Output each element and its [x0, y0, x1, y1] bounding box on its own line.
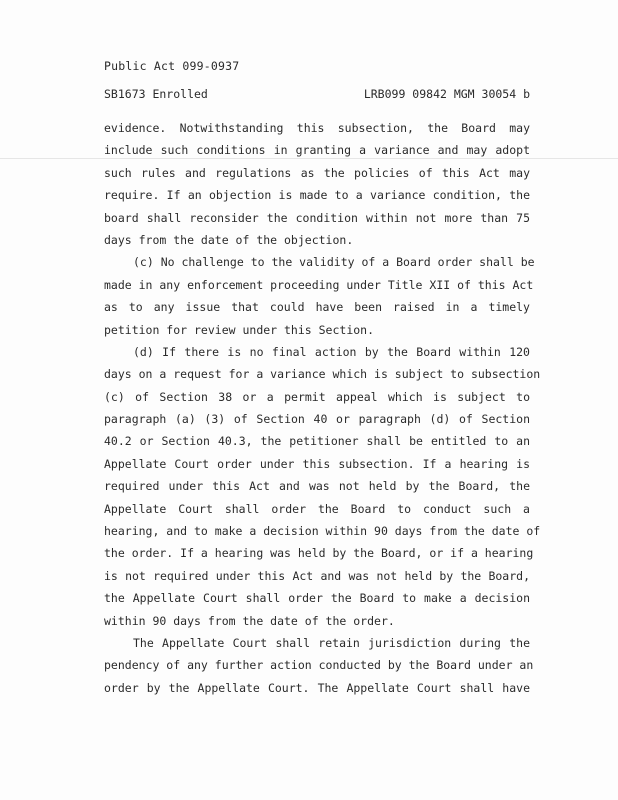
text-line: order by the Appellate Court. The Appellate Court shall have: [104, 680, 530, 695]
text-line: the order. If a hearing was held by the Board, or if a hearing: [104, 546, 534, 561]
text-line: is not required under this Act and was not held by the Board,: [104, 568, 530, 583]
act-title: Public Act 099-0937: [104, 59, 240, 73]
bill-label: SB1673 Enrolled: [104, 87, 208, 101]
text-line: 40.2 or Section 40.3, the petitioner shall be entitled to an: [104, 434, 530, 449]
text-line: board shall reconsider the condition within not more than 75: [104, 210, 530, 225]
text-line: include such conditions in granting a variance and may adopt: [104, 143, 530, 158]
text-line: as to any issue that could have been raised in a timely: [104, 300, 530, 315]
text-line: (c) of Section 38 or a permit appeal which is subject to: [104, 389, 530, 404]
text-line: pendency of any further action conducted by the Board under an: [104, 658, 534, 673]
text-line: the Appellate Court shall order the Board to make a decision: [104, 591, 530, 606]
text-line: days from the date of the objection.: [104, 232, 354, 247]
text-line: required under this Act and was not held by the Board, the: [104, 479, 530, 494]
text-line: hearing, and to make a decision within 90 days from the date of: [104, 524, 541, 539]
body-text: [104, 117, 541, 699]
text-line: paragraph (a) (3) of Section 40 or paragraph (d) of Section: [104, 412, 530, 427]
text-line: Appellate Court shall order the Board to conduct such a: [104, 501, 530, 516]
text-line: days on a request for a variance which is subject to subsection: [104, 367, 541, 382]
lrb-code: LRB099 09842 MGM 30054 b: [363, 87, 530, 101]
text-line: (c) No challenge to the validity of a Board order shall be: [133, 255, 535, 270]
text-line: evidence. Notwithstanding this subsection, the Board may: [104, 121, 530, 135]
text-line: such rules and regulations as the policies of this Act may: [104, 165, 530, 180]
text-line: The Appellate Court shall retain jurisdiction during the: [133, 635, 530, 650]
text-line: Appellate Court order under this subsection. If a hearing is: [104, 456, 530, 471]
text-line: (d) If there is no final action by the Board within 120: [133, 344, 530, 359]
text-line: made in any enforcement proceeding under Title XII of this Act: [104, 277, 534, 292]
text-line: require. If an objection is made to a variance condition, the: [104, 188, 530, 203]
text-line: within 90 days from the date of the order.: [104, 613, 395, 628]
text-line: petition for review under this Section.: [104, 322, 375, 337]
